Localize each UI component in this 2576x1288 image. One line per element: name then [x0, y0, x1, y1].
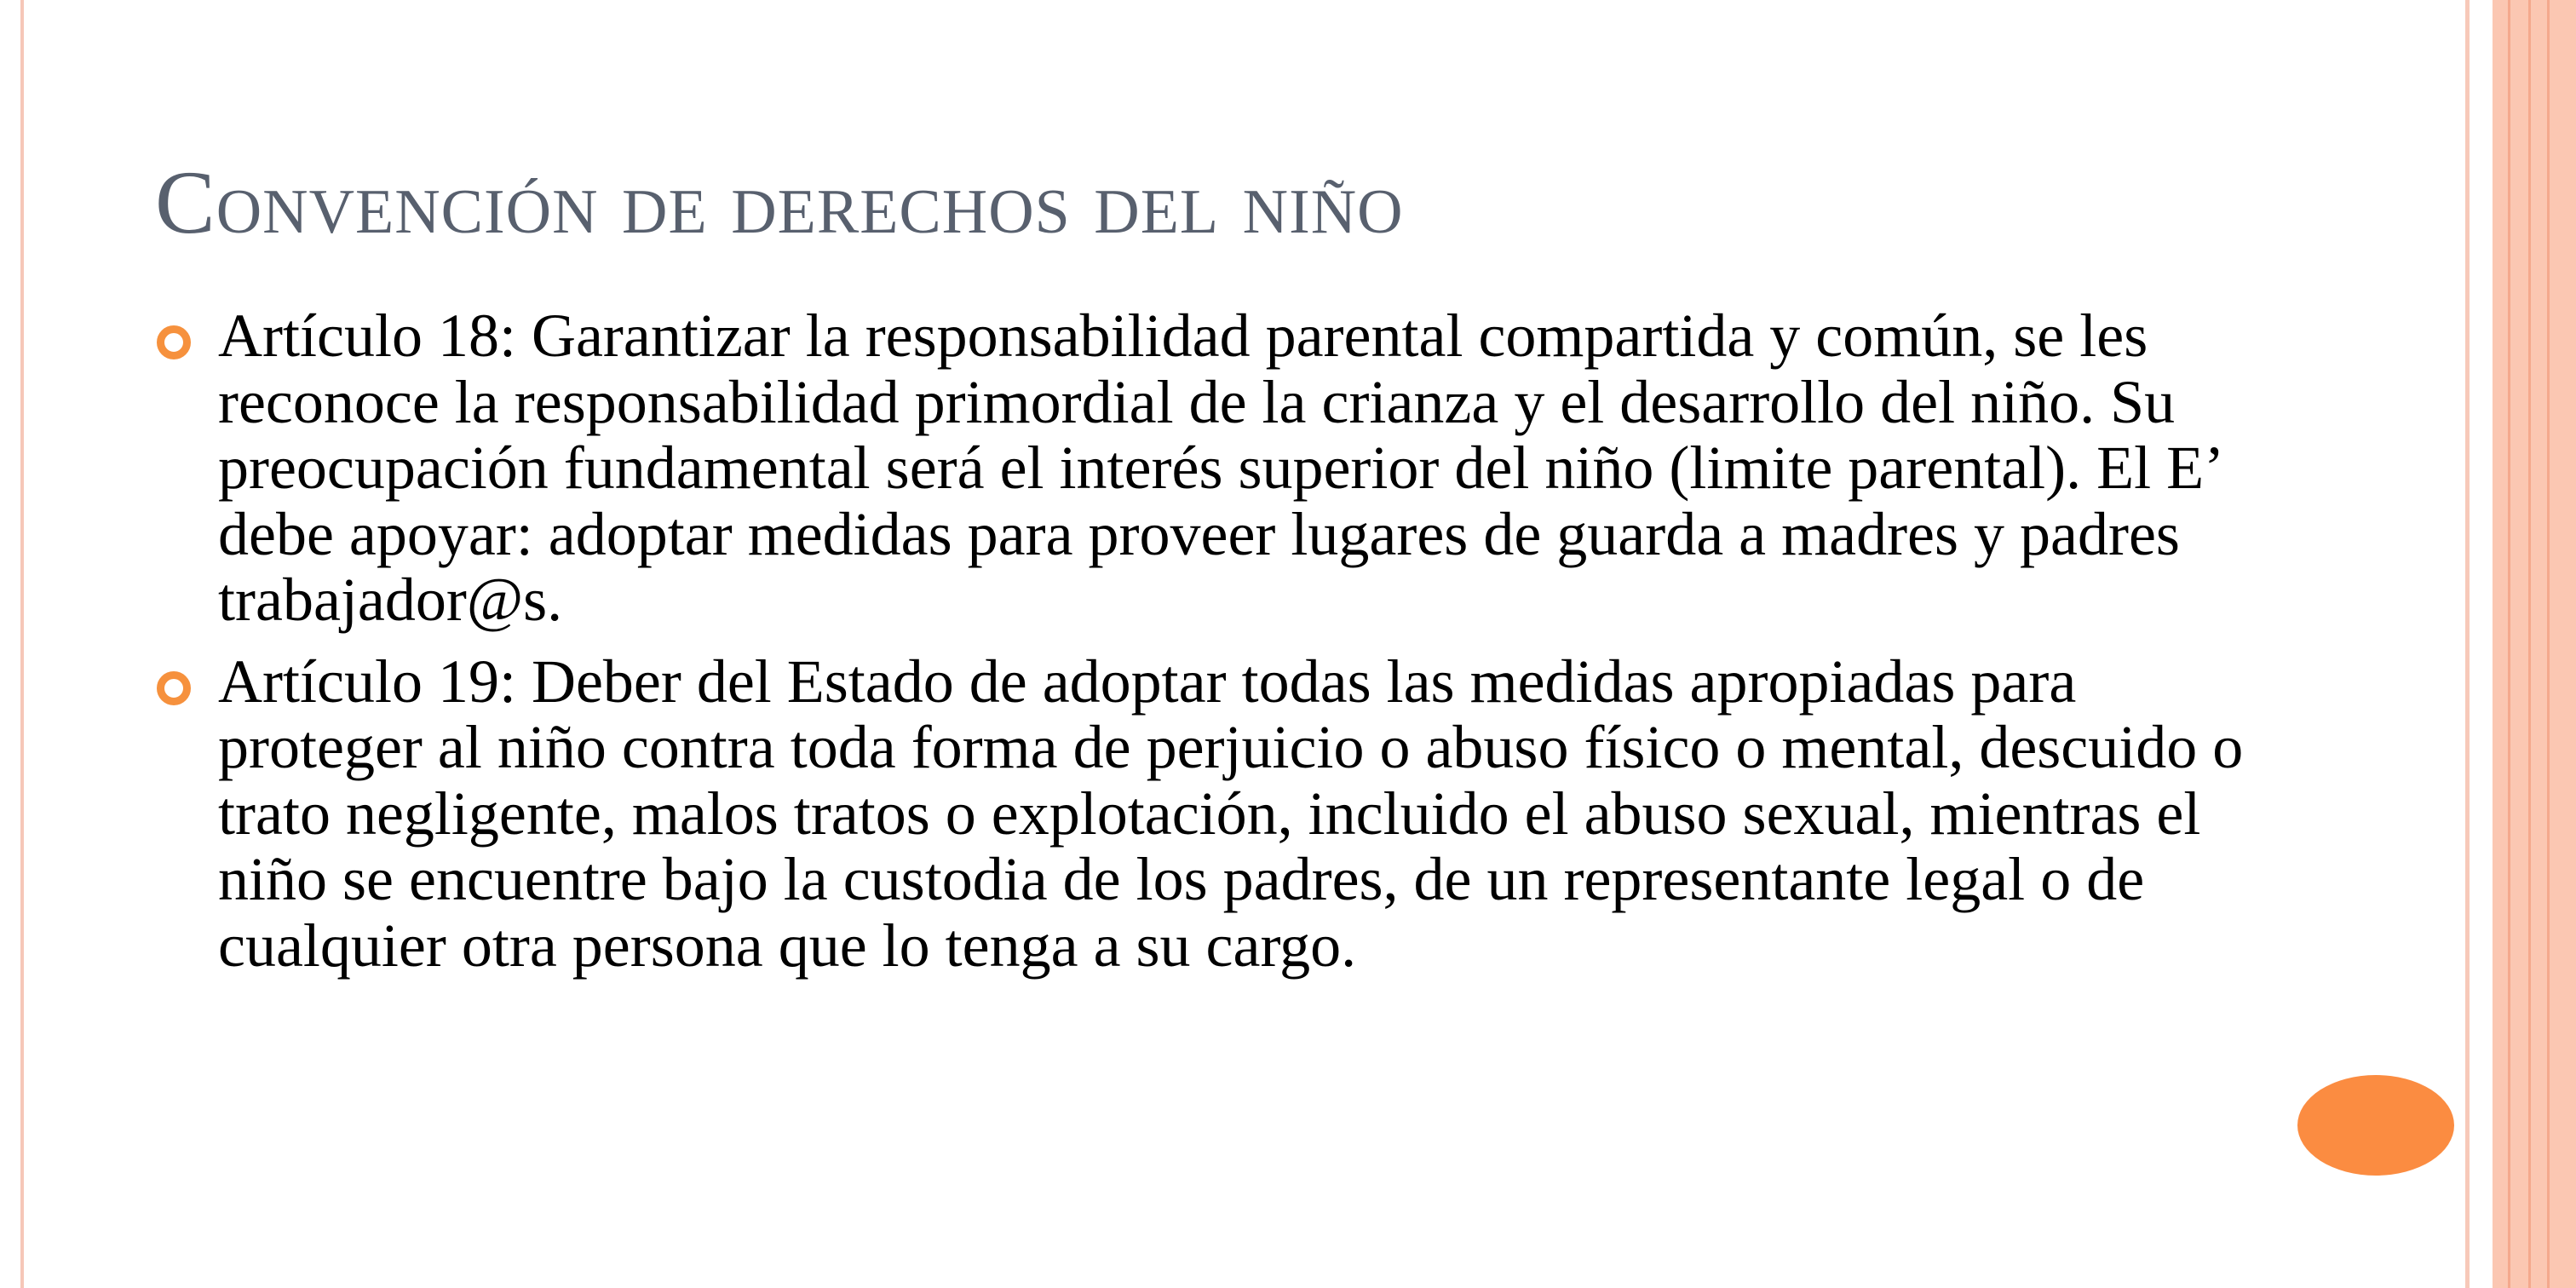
hollow-circle-bullet-icon: [157, 325, 191, 359]
right-stripe-line: [2528, 0, 2531, 1288]
bullet-text: Artículo 18: Garantizar la responsabilidad parental compartida y común, se les reconoce la responsabilidad primordial de la crianza y el desarrollo del niño. Su preocupación fundamental será el interés superior del niño (limite parental). El E’ debe apoyar: adoptar medidas para proveer lugares de guarda a madres y padres trabajador@s.: [218, 302, 2220, 634]
right-stripe-line: [2508, 0, 2510, 1288]
bullet-list: [153, 303, 2249, 994]
list-item-articulo-19: [153, 649, 2249, 980]
right-stripe-line: [2547, 0, 2550, 1288]
slide-title: Convención de derechos del niño: [155, 152, 1404, 252]
bullet-text: Artículo 19: Deber del Estado de adoptar todas las medidas apropiadas para proteger al niño contra toda forma de perjuicio o abuso físico o mental, descuido o trato negligente, malos tratos o explotación, incluido el abuso sexual, mientras el niño se encuentre bajo la custodia de los padres, de un representante legal o de cualquier otra persona que lo tenga a su cargo.: [218, 647, 2244, 980]
orange-oval-decoration: [2297, 1075, 2454, 1176]
right-decorative-band: [2493, 0, 2576, 1288]
hollow-circle-bullet-icon: [157, 671, 191, 705]
list-item-articulo-18: [153, 303, 2249, 634]
left-border-line: [20, 0, 24, 1288]
right-inner-border-line: [2465, 0, 2470, 1288]
